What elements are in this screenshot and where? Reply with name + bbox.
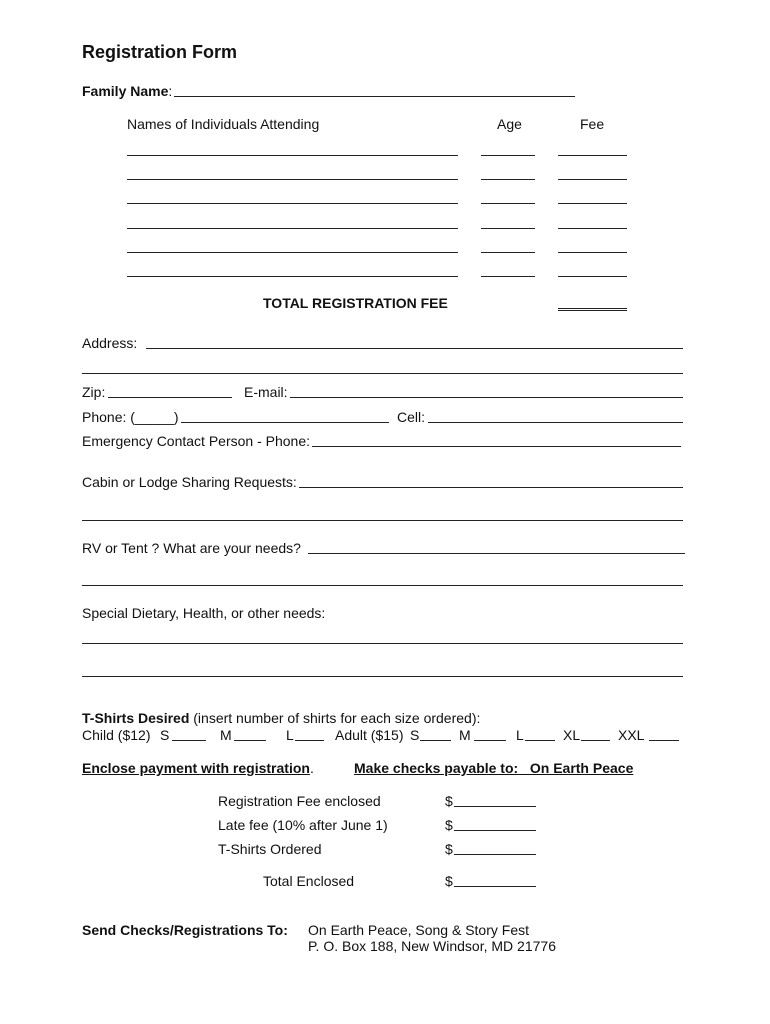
send-to-line-1: On Earth Peace, Song & Story Fest [308, 922, 529, 938]
adult-size-l-label: L [516, 727, 524, 743]
dietary-line-2-field[interactable] [82, 676, 683, 677]
total-enclosed-amount-field[interactable] [454, 886, 536, 887]
attendee-fee-field[interactable] [558, 203, 627, 204]
child-size-l-field[interactable] [295, 740, 324, 741]
adult-size-s-field[interactable] [420, 740, 451, 741]
family-name-colon: : [168, 83, 173, 99]
address-field[interactable] [146, 348, 683, 349]
tshirts-ordered-dollar: $ [445, 841, 453, 857]
adult-size-xl-label: XL [563, 727, 581, 743]
late-fee-dollar: $ [445, 817, 453, 833]
cell-label: Cell: [397, 409, 426, 425]
payee-name: On Earth Peace [529, 760, 634, 776]
tshirts-ordered-amount-field[interactable] [454, 854, 536, 855]
adult-size-xxl-label: XXL [618, 727, 645, 743]
attendee-name-field[interactable] [127, 252, 458, 253]
age-header: Age [497, 116, 522, 132]
attendee-age-field[interactable] [481, 276, 535, 277]
tshirts-heading [82, 710, 480, 726]
family-name-field[interactable] [174, 96, 575, 97]
adult-size-m-label: M [459, 727, 471, 743]
tshirts-ordered-label: T-Shirts Ordered [218, 841, 322, 857]
enclose-payment-label: Enclose payment with registration [82, 760, 310, 776]
fee-header: Fee [580, 116, 605, 132]
adult-size-m-field[interactable] [474, 740, 506, 741]
cabin-sharing-label: Cabin or Lodge Sharing Requests: [82, 474, 297, 490]
registration-fee-enclosed-label: Registration Fee enclosed [218, 793, 381, 809]
phone-field[interactable] [181, 422, 389, 423]
attendee-age-field[interactable] [481, 228, 535, 229]
total-enclosed-dollar: $ [445, 873, 453, 889]
child-label: Child ($12) [82, 727, 151, 743]
phone-label: Phone: (_____) [82, 409, 179, 425]
address-line-2-field[interactable] [82, 373, 683, 374]
child-size-m-label: M [220, 727, 232, 743]
cell-field[interactable] [428, 422, 683, 423]
registration-fee-amount-field[interactable] [454, 806, 536, 807]
attendee-age-field[interactable] [481, 203, 535, 204]
attendee-fee-field[interactable] [558, 252, 627, 253]
cabin-sharing-line-2-field[interactable] [82, 520, 683, 521]
late-fee-label: Late fee (10% after June 1) [218, 817, 388, 833]
cabin-sharing-field[interactable] [299, 487, 683, 488]
rv-tent-field[interactable] [308, 553, 685, 554]
attendee-age-field[interactable] [481, 155, 535, 156]
email-label: E-mail: [244, 384, 288, 400]
family-name-label-wrap [82, 83, 172, 99]
child-size-l-label: L [286, 727, 294, 743]
enclose-payment-period: . [309, 760, 314, 776]
child-size-s-field[interactable] [172, 740, 206, 741]
address-label: Address: [82, 335, 138, 351]
adult-size-xl-field[interactable] [581, 740, 610, 741]
total-fee-label: TOTAL REGISTRATION FEE [263, 295, 448, 311]
registration-fee-dollar: $ [445, 793, 453, 809]
adult-size-s-label: S [410, 727, 420, 743]
zip-field[interactable] [108, 397, 232, 398]
adult-label: Adult ($15) [335, 727, 404, 743]
attendee-fee-field[interactable] [558, 179, 627, 180]
attendee-name-field[interactable] [127, 203, 458, 204]
tshirts-label: T-Shirts Desired [82, 710, 190, 726]
child-size-m-field[interactable] [234, 740, 266, 741]
attendee-name-field[interactable] [127, 228, 458, 229]
names-header: Names of Individuals Attending [127, 116, 320, 132]
dietary-label: Special Dietary, Health, or other needs: [82, 605, 326, 621]
attendee-fee-field[interactable] [558, 276, 627, 277]
attendee-fee-field[interactable] [558, 228, 627, 229]
attendee-age-field[interactable] [481, 179, 535, 180]
rv-tent-label: RV or Tent ? What are your needs? [82, 540, 301, 556]
adult-size-l-field[interactable] [525, 740, 555, 741]
page-title: Registration Form [82, 42, 238, 62]
child-size-s-label: S [160, 727, 170, 743]
tshirts-note: (insert number of shirts for each size ordered): [189, 710, 481, 726]
attendee-name-field[interactable] [127, 179, 458, 180]
emergency-contact-field[interactable] [312, 446, 681, 447]
total-fee-field[interactable] [558, 308, 627, 309]
rv-tent-line-2-field[interactable] [82, 585, 683, 586]
attendee-age-field[interactable] [481, 252, 535, 253]
total-enclosed-label: Total Enclosed [263, 873, 355, 889]
checks-payable-label: Make checks payable to: [354, 760, 519, 776]
dietary-field[interactable] [82, 643, 683, 644]
zip-label: Zip: [82, 384, 106, 400]
send-to-line-2: P. O. Box 188, New Windsor, MD 21776 [308, 938, 556, 954]
send-to-label: Send Checks/Registrations To: [82, 922, 288, 938]
attendee-fee-field[interactable] [558, 155, 627, 156]
emergency-contact-label: Emergency Contact Person - Phone: [82, 433, 311, 449]
family-name-label: Family Name [82, 83, 169, 99]
late-fee-amount-field[interactable] [454, 830, 536, 831]
enclose-payment-note [82, 760, 314, 776]
email-field[interactable] [290, 397, 683, 398]
adult-size-xxl-field[interactable] [649, 740, 679, 741]
attendee-name-field[interactable] [127, 155, 458, 156]
attendee-name-field[interactable] [127, 276, 458, 277]
checks-payable-note [354, 760, 633, 776]
total-fee-double-underline [558, 310, 627, 311]
